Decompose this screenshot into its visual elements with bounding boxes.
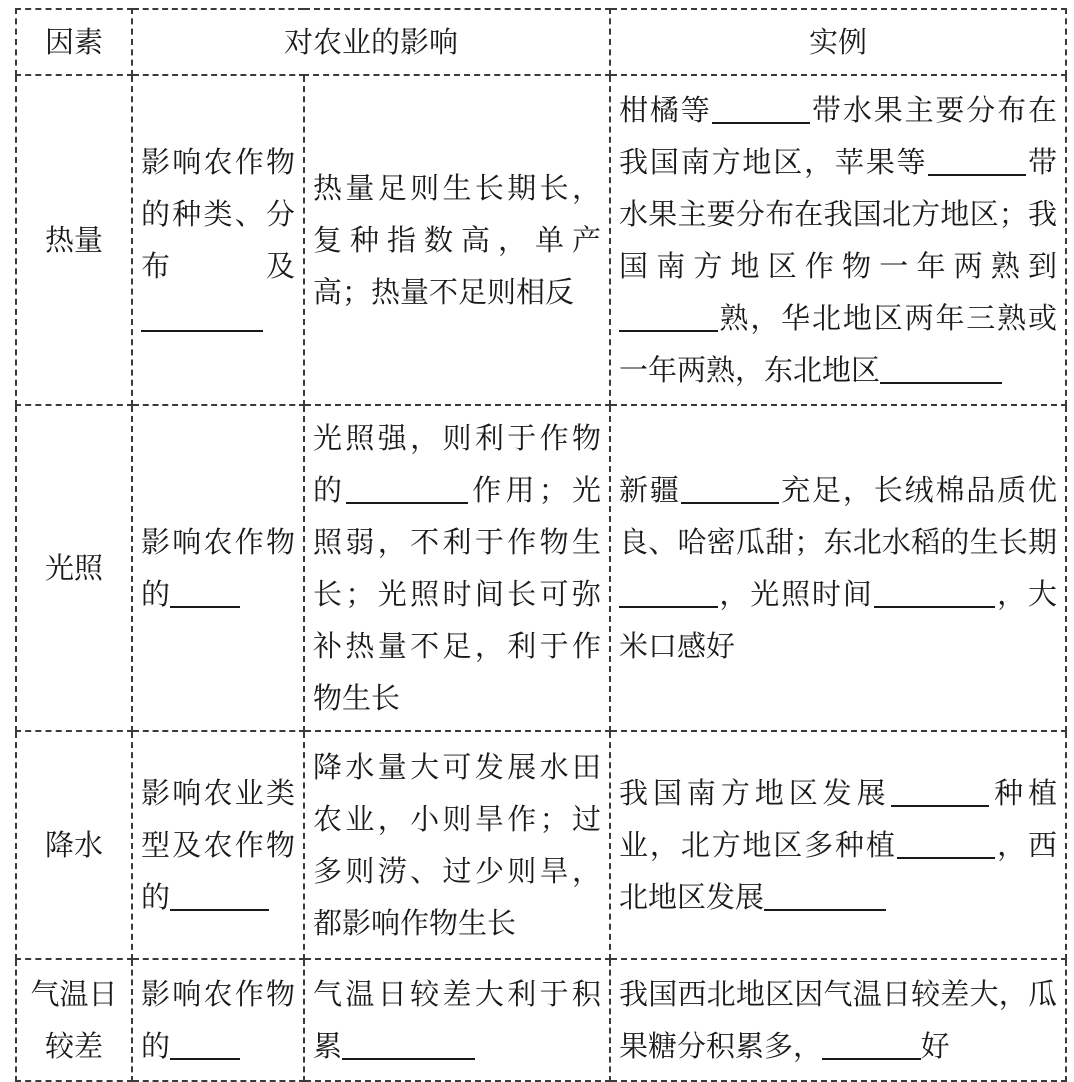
- factor-diurnal: 气温日较差: [16, 959, 132, 1081]
- blank-input[interactable]: [170, 576, 240, 608]
- impact-diurnal-general-text: 影响农作物的: [141, 977, 295, 1063]
- blank-input[interactable]: [619, 576, 718, 608]
- blank-input[interactable]: [891, 775, 990, 807]
- blank-input[interactable]: [764, 879, 886, 911]
- header-factor: 因素: [16, 9, 132, 75]
- blank-input[interactable]: [170, 1028, 240, 1060]
- blank-input[interactable]: [822, 1028, 921, 1060]
- example-text: 我国南方地区发展: [619, 776, 891, 810]
- example-text: ，大米口感好: [619, 577, 1057, 663]
- impact-heat-detail: 热量足则生长期长，复种指数高，单产高；热量不足则相反: [304, 75, 610, 405]
- blank-input[interactable]: [880, 352, 1002, 384]
- blank-input[interactable]: [681, 472, 780, 504]
- impact-light-detail: [304, 405, 610, 731]
- example-text: 我国西北地区因气温日较差大，瓜果糖分积累多，: [619, 977, 1058, 1063]
- example-text: 新疆: [619, 473, 681, 507]
- example-text: 好: [920, 1029, 950, 1063]
- impact-light-detail-text: 光照强，则利于作物的: [313, 421, 602, 507]
- header-row: [16, 9, 1066, 75]
- example-text: 种植业，北方地区多种植: [619, 776, 1058, 862]
- example-text: 熟，华北地区两年三熟或一年两熟，东北地区: [619, 301, 1058, 387]
- impact-light-general-text: 影响农作物的: [141, 525, 295, 611]
- example-text: ，光照时间: [717, 577, 874, 611]
- example-light: [610, 405, 1066, 731]
- row-light: [16, 405, 1066, 731]
- header-example: 实例: [610, 9, 1066, 75]
- blank-input[interactable]: [897, 827, 996, 859]
- impact-diurnal-general: [132, 959, 304, 1081]
- example-diurnal: [610, 959, 1066, 1081]
- impact-rain-general: [132, 731, 304, 959]
- example-text: 柑橘等: [619, 93, 712, 127]
- example-text: 充足，长绒棉品质优良、哈密瓜甜；东北水稻的生长期: [619, 473, 1058, 559]
- impact-heat-general: [132, 75, 304, 405]
- factor-light: 光照: [16, 405, 132, 731]
- example-text: 带水果主要分布在我国北方地区；我国南方地区作物一年两熟到: [619, 145, 1058, 283]
- blank-input[interactable]: [170, 879, 269, 911]
- impact-rain-detail: 降水量大可发展水田农业，小则旱作；过多则涝、过少则旱，都影响作物生长: [304, 731, 610, 959]
- impact-diurnal-detail-text: 气温日较差大利于积累: [313, 977, 602, 1063]
- row-rain: [16, 731, 1066, 959]
- factor-heat: 热量: [16, 75, 132, 405]
- factor-rain: 降水: [16, 731, 132, 959]
- example-text: ，西北地区发展: [619, 828, 1057, 914]
- blank-input[interactable]: [141, 300, 263, 332]
- example-text: 带水果主要分布在我国南方地区，苹果等: [619, 93, 1057, 179]
- row-heat: [16, 75, 1066, 405]
- header-impact: 对农业的影响: [132, 9, 610, 75]
- blank-input[interactable]: [342, 1028, 475, 1060]
- example-rain: [610, 731, 1066, 959]
- impact-heat-general-text: 影响农作物的种类、分布及: [141, 145, 295, 283]
- factor-table: [15, 8, 1067, 1082]
- row-diurnal: [16, 959, 1066, 1081]
- impact-light-detail-text: 作用；光照弱，不利于作物生长；光照时间长可弥补热量不足，利于作物生长: [313, 473, 602, 715]
- blank-input[interactable]: [712, 92, 811, 124]
- impact-light-general: [132, 405, 304, 731]
- blank-input[interactable]: [346, 472, 468, 504]
- blank-input[interactable]: [874, 576, 996, 608]
- blank-input[interactable]: [619, 300, 718, 332]
- impact-rain-general-text: 影响农业类型及农作物的: [141, 776, 295, 914]
- blank-input[interactable]: [928, 144, 1027, 176]
- example-heat: [610, 75, 1066, 405]
- impact-diurnal-detail: [304, 959, 610, 1081]
